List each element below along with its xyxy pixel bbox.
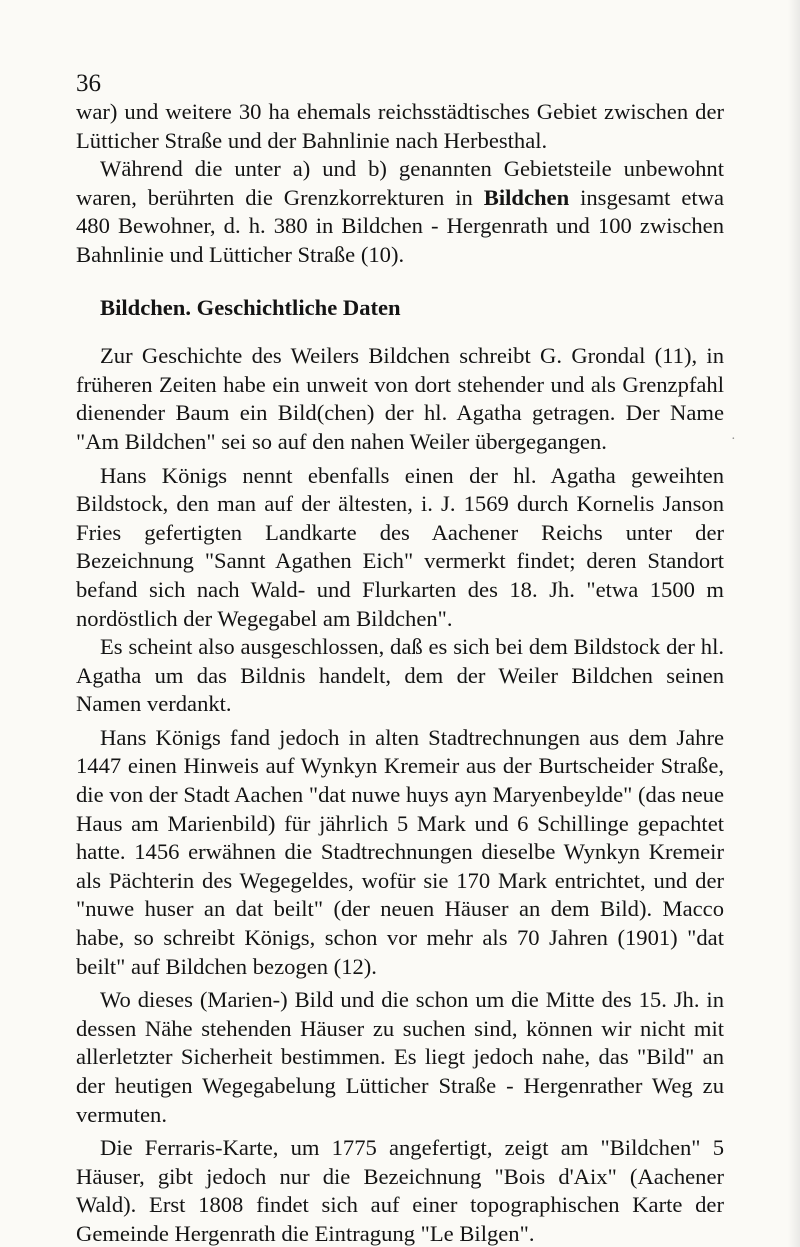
paragraph-1: war) und weitere 30 ha ehemals reichsstädtisches Gebiet zwischen der Lütticher Straße und der Bahnlinie nach Herbesthal. xyxy=(76,99,724,153)
page-edge-shadow xyxy=(788,0,800,1247)
paragraph-6: Hans Königs fand jedoch in alten Stadtrechnungen aus dem Jahre 1447 einen Hinweis auf Wynkyn Kremeir aus der Burtscheider Straße, die von der Stadt Aachen "dat nuwe huys ayn Maryenbeylde" (das neue Haus am Marienbild) für jährlich 5 Mark und 6 Schillinge gepachtet hatte. 1456 erwähnen die Stadtrechnungen dieselbe Wynkyn Kremeir als Pächterin des Wegegeldes, wofür sie 170 Mark entrichtet, und der "nuwe huser an dat beilt" (der neuen Häuser an dem Bild). Macco habe, so schreibt Königs, schon vor mehr als 70 Jahren (1901) "dat beilt" auf Bildchen bezogen (12). xyxy=(76,724,724,979)
paragraph-2-text-b: insgesamt etwa 480 Bewohner, d. h. 380 in Bildchen - Hergenrath und 100 zwischen Bahnlinie und Lütticher Straße (10). xyxy=(76,184,725,267)
page-number: 36 xyxy=(76,70,101,97)
paragraph-4: Hans Königs nennt ebenfalls einen der hl. Agatha geweihten Bildstock, den man auf der ältesten, i. J. 1569 durch Kornelis Janson Fries gefertigten Landkarte des Aachener Reichs unter der Bezeichnung "Sannt Agathen Eich" vermerkt findet; deren Standort befand sich nach Wald- und Flurkarten des 18. Jh. "etwa 1500 m nordöstlich der Wegegabel am Bildchen". xyxy=(76,462,724,631)
paragraph-8: Die Ferraris-Karte, um 1775 angefertigt, zeigt am "Bildchen" 5 Häuser, gibt jedoch nur die Bezeichnung "Bois d'Aix" (Aachener Wald). Erst 1808 findet sich auf einer topographischen Karte der Gemeinde Hergenrath die Eintragung "Le Bilgen". xyxy=(76,1135,724,1246)
margin-speck: · xyxy=(731,432,736,447)
body-text xyxy=(76,98,724,1247)
paragraph-2-text-a: Während die unter a) und b) genannten Gebietsteile unbewohnt waren, berührten die Grenzkorrekturen in xyxy=(76,156,724,210)
paragraph-2-bold-term: Bildchen xyxy=(483,184,570,210)
paragraph-5: Es scheint also ausgeschlossen, daß es sich bei dem Bildstock der hl. Agatha um das Bildnis handelt, dem der Weiler Bildchen seinen Namen verdankt. xyxy=(76,634,724,717)
paragraph-7: Wo dieses (Marien-) Bild und die schon um die Mitte des 15. Jh. in dessen Nähe stehenden Häuser zu suchen sind, können wir nicht mit allerletzter Sicherheit bestimmen. Es liegt jedoch nahe, das "Bild" an der heutigen Wegegabelung Lütticher Straße - Hergenrather Weg zu vermuten. xyxy=(76,987,724,1127)
section-heading: Bildchen. Geschichtliche Daten xyxy=(100,294,401,320)
paragraph-3: Zur Geschichte des Weilers Bildchen schreibt G. Grondal (11), in früheren Zeiten habe ein unweit von dort stehender und als Grenzpfahl dienender Baum ein Bild(chen) der hl. Agatha getragen. Der Name "Am Bildchen" sei so auf den nahen Weiler übergegangen. xyxy=(76,343,724,454)
paragraph-2 xyxy=(76,155,724,269)
